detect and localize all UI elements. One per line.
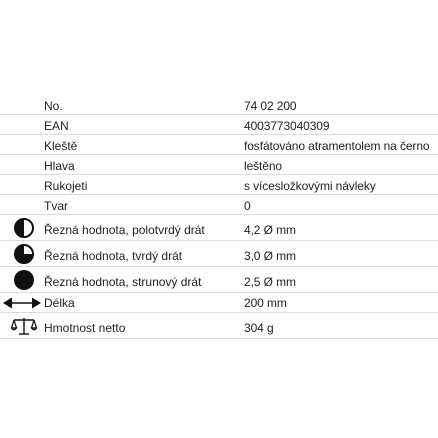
spec-row-weight — [0, 313, 438, 339]
spec-label: Hlava — [44, 159, 75, 173]
spec-value: 2,5 Ø mm — [244, 275, 296, 289]
spec-label: Řezná hodnota, polotvrdý drát — [44, 223, 205, 237]
spec-row-ean — [0, 115, 438, 135]
spec-value: 4003773040309 — [244, 119, 330, 133]
spec-row-pliers — [0, 135, 438, 155]
full-circle-icon — [6, 269, 42, 291]
spec-label: Tvar — [44, 199, 68, 213]
spec-value: s vícesložkovými návleky — [244, 179, 376, 193]
spec-label: Řezná hodnota, tvrdý drát — [44, 249, 183, 263]
spec-row-cut-piano — [0, 267, 438, 293]
spec-label: EAN — [44, 119, 69, 133]
spec-row-head — [0, 155, 438, 175]
spec-value: 304 g — [244, 321, 274, 335]
spec-value: fosfátováno atramentolem na černo — [244, 139, 430, 153]
spec-row-handles — [0, 175, 438, 195]
spec-label: Řezná hodnota, strunový drát — [44, 275, 202, 289]
spec-row-cut-hard — [0, 241, 438, 267]
half-circle-icon — [6, 217, 42, 239]
spec-label: Hmotnost netto — [44, 321, 126, 335]
spec-label: Rukojeti — [44, 179, 88, 193]
spec-value: 74 02 200 — [244, 99, 297, 113]
spec-label: Kleště — [44, 139, 78, 153]
spec-value: 4,2 Ø mm — [244, 223, 296, 237]
spec-label: No. — [44, 99, 63, 113]
three-quarter-circle-icon — [6, 243, 42, 265]
spec-table — [0, 95, 438, 339]
spec-row-shape — [0, 195, 438, 215]
scale-icon — [6, 315, 42, 337]
spec-value: 200 mm — [244, 296, 287, 310]
spec-row-number — [0, 95, 438, 115]
spec-label: Délka — [44, 296, 75, 310]
double-arrow-icon — [2, 293, 42, 313]
spec-value: 3,0 Ø mm — [244, 249, 296, 263]
spec-row-cut-medium — [0, 215, 438, 241]
spec-value: leštěno — [244, 159, 282, 173]
spec-row-length — [0, 293, 438, 313]
spec-value: 0 — [244, 199, 251, 213]
